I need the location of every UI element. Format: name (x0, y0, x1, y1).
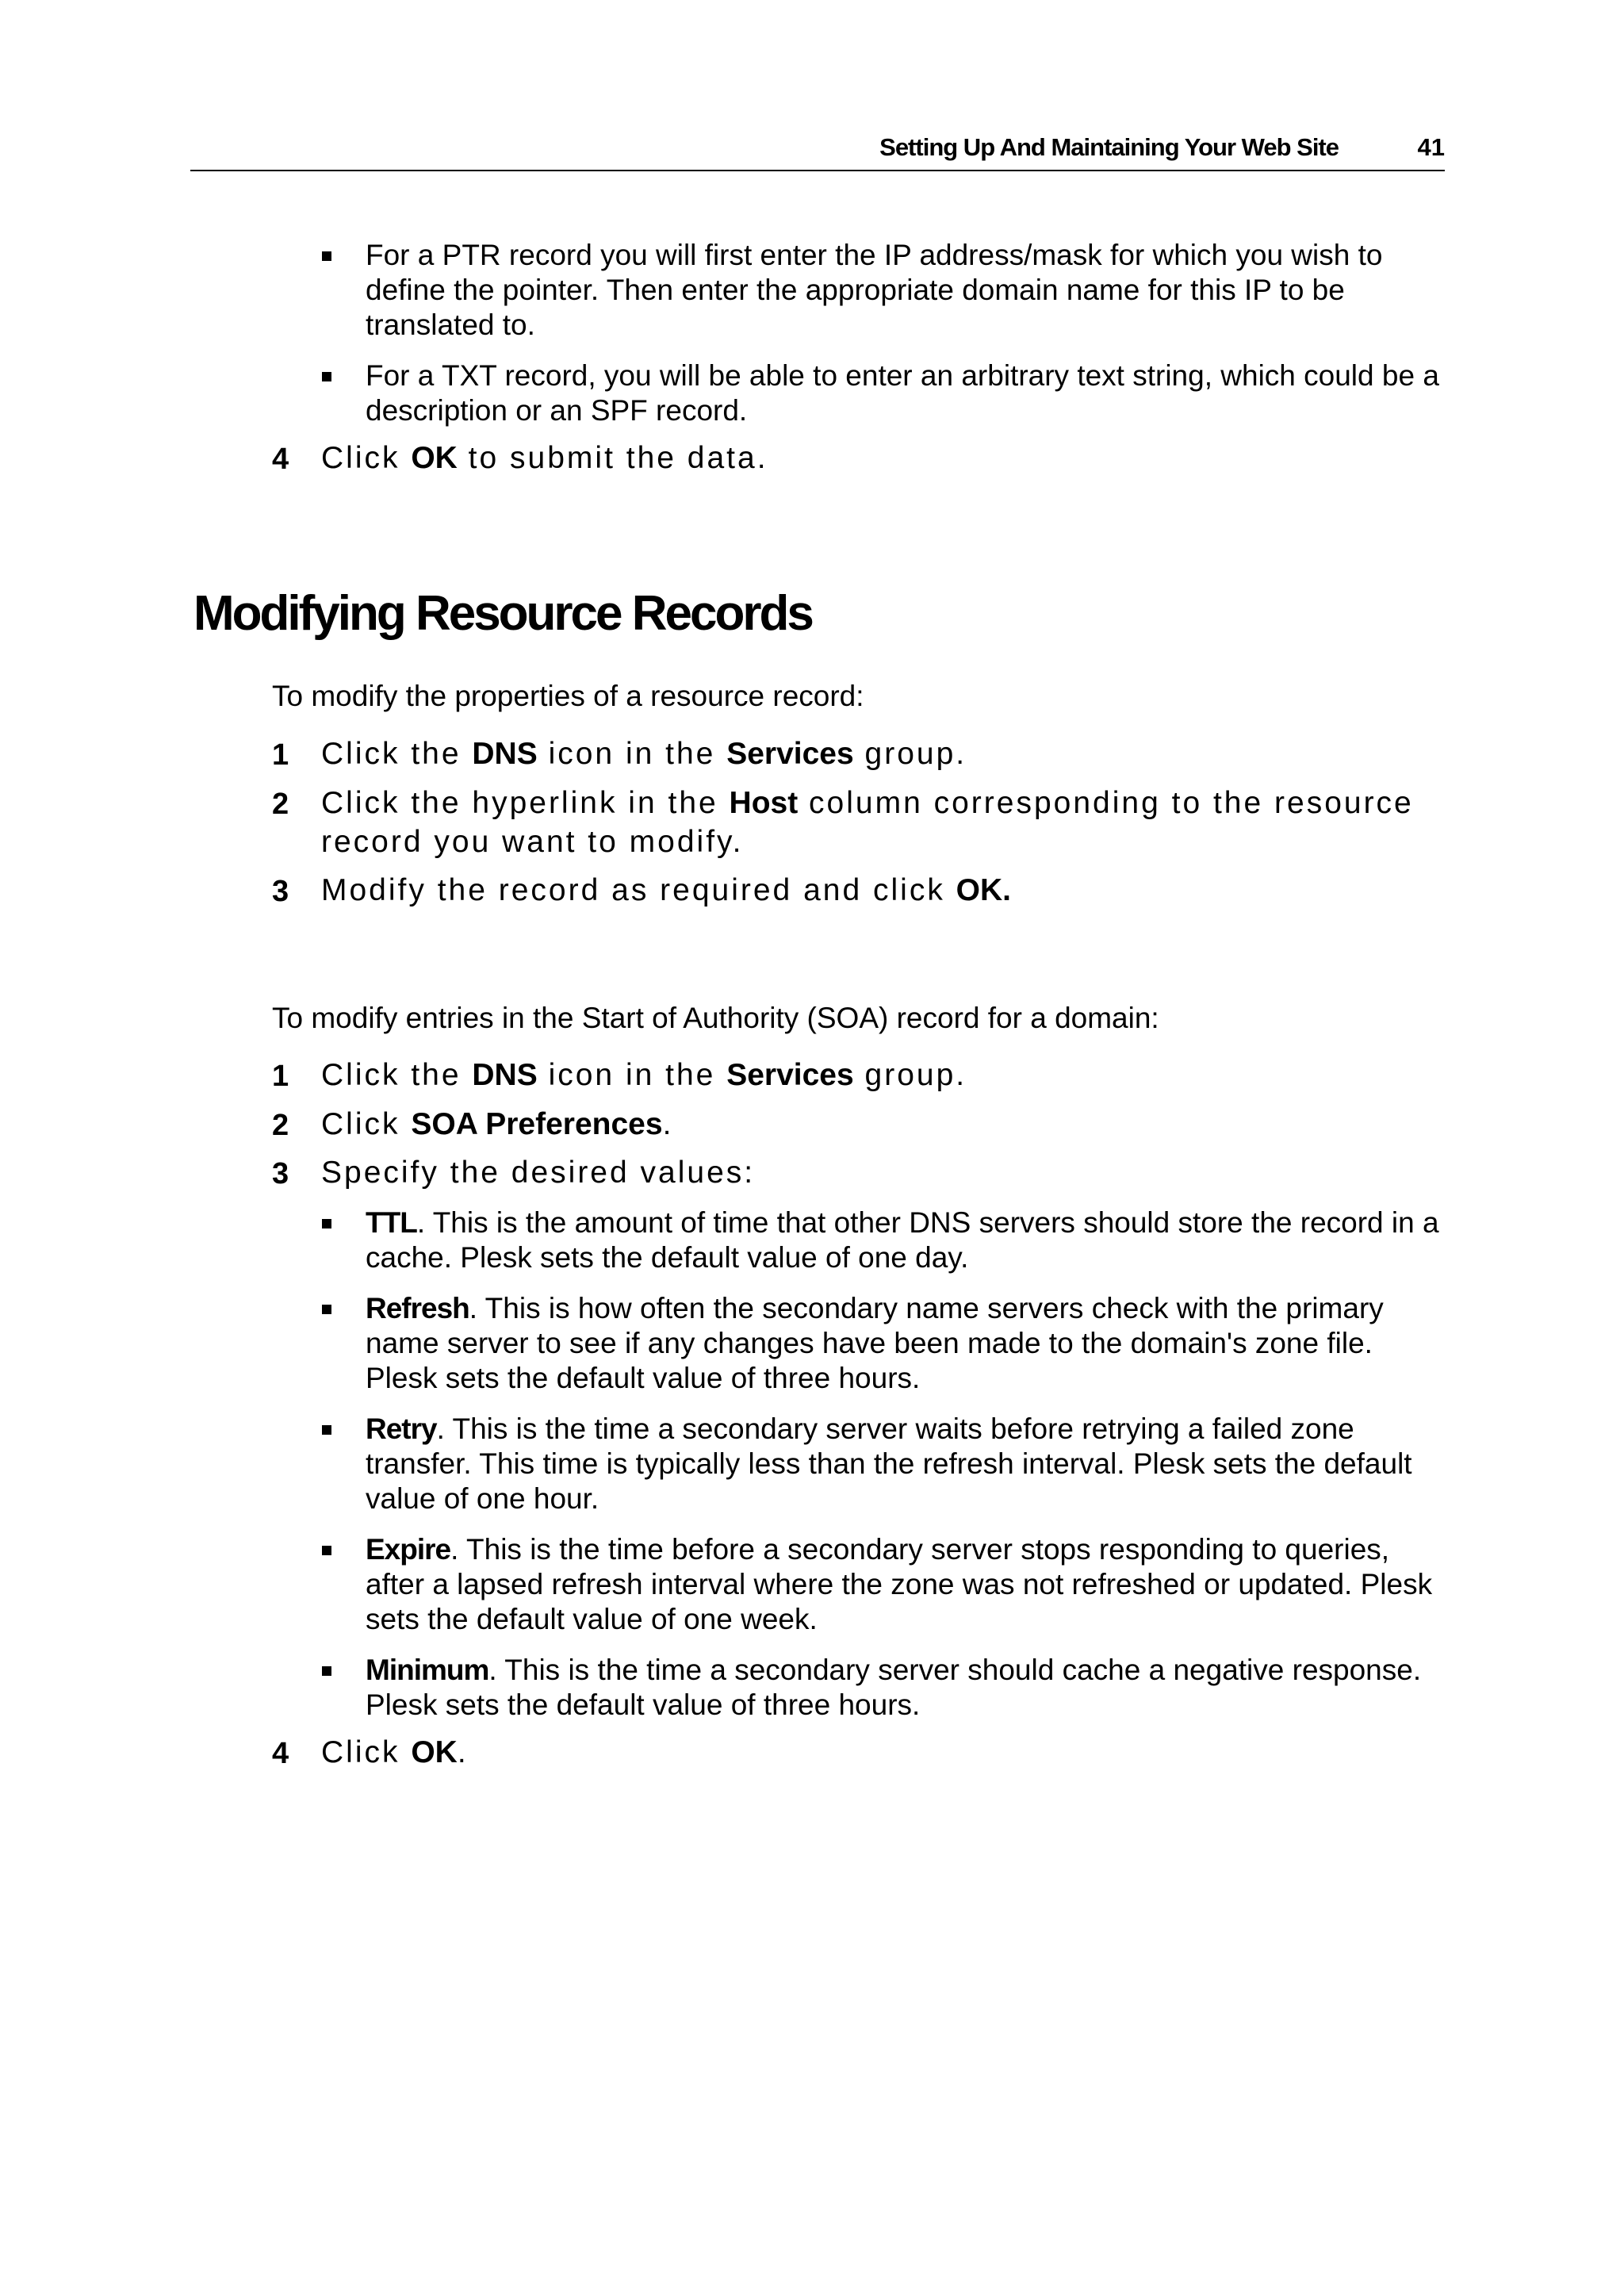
soa-step-3 (321, 1153, 1447, 1192)
value-desc: . This is how often the secondary name servers check with the primary name server to see if any changes have been made to the domain's zone file. Plesk sets the default value of three hours. (366, 1292, 1384, 1394)
soa-intro: To modify entries in the Start of Authority (SOA) record for a domain: (272, 1002, 1159, 1034)
value-term: Refresh (366, 1292, 469, 1324)
modify-step-3 (321, 871, 1447, 910)
step-text-part: . (457, 1735, 469, 1769)
step-number: 3 (272, 1157, 289, 1190)
dns-label: DNS (472, 1058, 538, 1092)
soa-value-expire (366, 1532, 1452, 1637)
value-term: Retry (366, 1412, 437, 1445)
value-term: Expire (366, 1533, 451, 1566)
step-number: 4 (272, 1737, 289, 1770)
value-desc: . This is the time a secondary server waits before retrying a failed zone transfer. This time is typically less than the refresh interval. Plesk sets the default value of one hour. (366, 1412, 1412, 1515)
step-text-part: column corresponding to the resource record you want to modify. (321, 786, 1414, 859)
step-text-part: Modify the record as required and click (321, 873, 956, 907)
services-label: Services (726, 1058, 854, 1092)
soa-value-ttl (366, 1205, 1452, 1275)
step-text-part: to submit the data. (457, 441, 768, 475)
soa-value-refresh (366, 1291, 1452, 1396)
soa-value-retry (366, 1412, 1452, 1516)
ok-label: OK (411, 1735, 458, 1769)
step-text-part: . (662, 1107, 674, 1141)
soa-step-4 (321, 1733, 1447, 1772)
value-term: Minimum (366, 1654, 489, 1686)
services-label: Services (726, 737, 854, 771)
step-text-part: Click the hyperlink in the (321, 786, 730, 820)
submit-step (321, 439, 1447, 477)
bullet-marker (322, 251, 331, 261)
bullet-marker (322, 1425, 331, 1435)
soa-value-minimum (366, 1653, 1452, 1723)
value-term: TTL (366, 1206, 417, 1239)
page-number: 41 (1417, 133, 1445, 161)
step-number: 2 (272, 1109, 289, 1142)
dns-label: DNS (472, 737, 538, 771)
step-number: 2 (272, 788, 289, 821)
bullet-marker (322, 372, 331, 381)
step-text-part: Click the (321, 1058, 473, 1092)
host-label: Host (729, 786, 799, 820)
value-desc: . This is the amount of time that other DNS servers should store the record in a cache. Plesk sets the default value of one day. (366, 1206, 1439, 1274)
section-title: Modifying Resource Records (193, 586, 812, 641)
running-header: Setting Up And Maintaining Your Web Site (879, 133, 1339, 161)
bullet-marker (322, 1305, 331, 1314)
ok-label: OK. (956, 873, 1011, 907)
step-text-part: Click (321, 441, 412, 475)
step-text-part: group. (853, 1058, 967, 1092)
bullet-marker (322, 1219, 331, 1228)
step-number: 3 (272, 875, 289, 908)
txt-record-bullet: For a TXT record, you will be able to enter an arbitrary text string, which could be a description or an SPF record. (366, 359, 1439, 427)
modify-records-intro: To modify the properties of a resource record: (272, 680, 864, 712)
step-number: 4 (272, 443, 289, 476)
bullet-marker (322, 1666, 331, 1676)
soa-step-1 (321, 1056, 1447, 1094)
modify-step-1 (321, 734, 1447, 773)
modify-step-2 (321, 784, 1447, 861)
value-desc: . This is the time a secondary server should cache a negative response. Plesk sets the default value of three hours. (366, 1654, 1422, 1721)
bullet-marker (322, 1546, 331, 1555)
header-rule (190, 170, 1445, 171)
soa-step-2 (321, 1105, 1447, 1144)
value-desc: . This is the time before a secondary server stops responding to queries, after a lapsed refresh interval where the zone was not refreshed or updated. Plesk sets the default value of one week. (366, 1533, 1433, 1635)
ptr-record-bullet: For a PTR record you will first enter the IP address/mask for which you wish to define the pointer. Then enter the appropriate domain name for this IP to be translated to. (366, 239, 1383, 341)
step-text-part: Click (321, 1107, 412, 1141)
step-text-part: group. (853, 737, 967, 771)
step-text-part: icon in the (537, 1058, 727, 1092)
step-text-part: Specify the desired values: (321, 1156, 756, 1190)
soa-preferences-label: SOA Preferences (411, 1107, 663, 1141)
step-text-part: Click the (321, 737, 473, 771)
step-number: 1 (272, 738, 289, 772)
step-number: 1 (272, 1060, 289, 1093)
ok-label: OK (411, 441, 458, 475)
step-text-part: icon in the (537, 737, 727, 771)
step-text-part: Click (321, 1735, 412, 1769)
